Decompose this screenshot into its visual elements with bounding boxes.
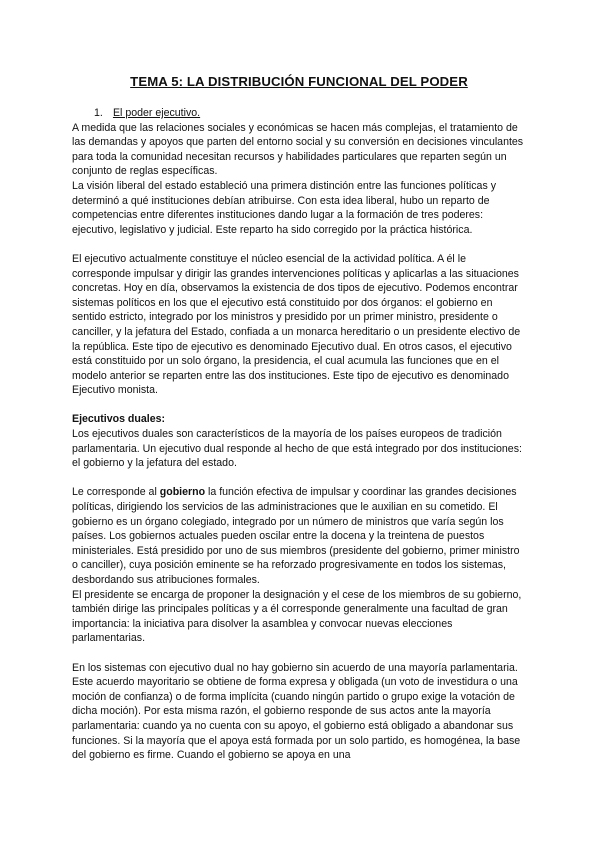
paragraph-2: La visión liberal del estado estableció una primera distinción entre las funciones políticas y determinó a qué instituciones debían atribuirse. Con esta idea liberal, hubo un reparto de competencias entre diferentes instituciones dando lugar a la formación de tres poderes: ejecutivo, legislativo y judicial. Este reparto ha sido corregido por la práctica histórica. <box>72 179 496 236</box>
paragraph-1: A medida que las relaciones sociales y económicas se hacen más complejas, el tratamiento de las demandas y apoyos que parten del entorno social y su conversión en decisiones vinculantes para toda la comunidad necesitan recursos y habilidades particulares que reparten según un conjunto de reglas específicas. <box>72 121 524 178</box>
paragraph-5 <box>72 485 526 587</box>
paragraph-5-post: la función efectiva de impulsar y coordinar las grandes decisiones políticas, dirigiendo los servicios de las administraciones que le auxilian en su cometido. El gobierno es un órgano colegiado, integrado por un número de ministros que varía según los países. Los gobiernos actuales pueden oscilar entre la docena y la treintena de puestos ministeriales. Está presidido por uno de sus miembros (presidente del gobierno, primer ministro o canciller), cuya posición eminente se ha reforzado progresivamente en todos los sistemas, desbordando sus atribuciones formales. <box>72 486 520 586</box>
section-number: 1. <box>94 107 103 119</box>
paragraph-6: El presidente se encarga de proponer la designación y el cese de los miembros de su gobierno, también dirige las principales políticas y a él corresponde generalmente una facultad de gran importancia: la iniciativa para disolver la asamblea y convocar nuevas elecciones parlamentarias. <box>72 588 522 645</box>
paragraph-5-pre: Le corresponde al <box>72 486 160 499</box>
paragraph-7: En los sistemas con ejecutivo dual no hay gobierno sin acuerdo de una mayoría parlamentaria. Este acuerdo mayoritario se obtiene de forma expresa y obligada (un voto de investidura o una moción de confianza) o de forma implícita (cuando ningún partido o grupo exige la votación de dicha moción). Por esta misma razón, el gobierno responde de sus actos ante la mayoría parlamentaria: cuando ya no cuenta con su apoyo, el gobierno está obligado a abandonar sus funciones. Si la mayoría que el apoya está formada por un solo partido, es homogénea, la base del gobierno es firme. Cuando el gobierno se apoya en una <box>72 661 521 762</box>
page-title: TEMA 5: LA DISTRIBUCIÓN FUNCIONAL DEL PODER <box>130 74 468 89</box>
paragraph-5-bold: gobierno <box>159 486 206 499</box>
paragraph-3: El ejecutivo actualmente constituye el núcleo esencial de la actividad política. A él le corresponde impulsar y dirigir las grandes intervenciones políticas y aplicarlas a las situaciones concretas. Hoy en día, observamos la existencia de dos tipos de ejecutivo. Podemos encontrar sistemas políticos en los que el ejecutivo está constituido por dos órganos: el gobierno en sentido estricto, integrado por los ministros y presidido por un primer ministro, presidente o canciller, y la jefatura del Estado, confiada a un monarca hereditario o un presidente electivo de la república. Este tipo de ejecutivo es denominado Ejecutivo dual. En otros casos, el ejecutivo está constituido por un solo órgano, la presidencia, el cual acumula las funciones que en el modelo anterior se reparten entre las dos instituciones. Este tipo de ejecutivo es denominado Ejecutivo monista. <box>72 252 521 397</box>
paragraph-4: Los ejecutivos duales son característicos de la mayoría de los países europeos de tradición parlamentaria. Un ejecutivo dual responde al hecho de que está integrado por dos instituciones: el gobierno y la jefatura del estado. <box>72 428 522 470</box>
section-heading <box>94 106 526 121</box>
section-label: El poder ejecutivo. <box>112 107 201 119</box>
subheading-ejecutivos-duales: Ejecutivos duales: <box>72 413 166 426</box>
